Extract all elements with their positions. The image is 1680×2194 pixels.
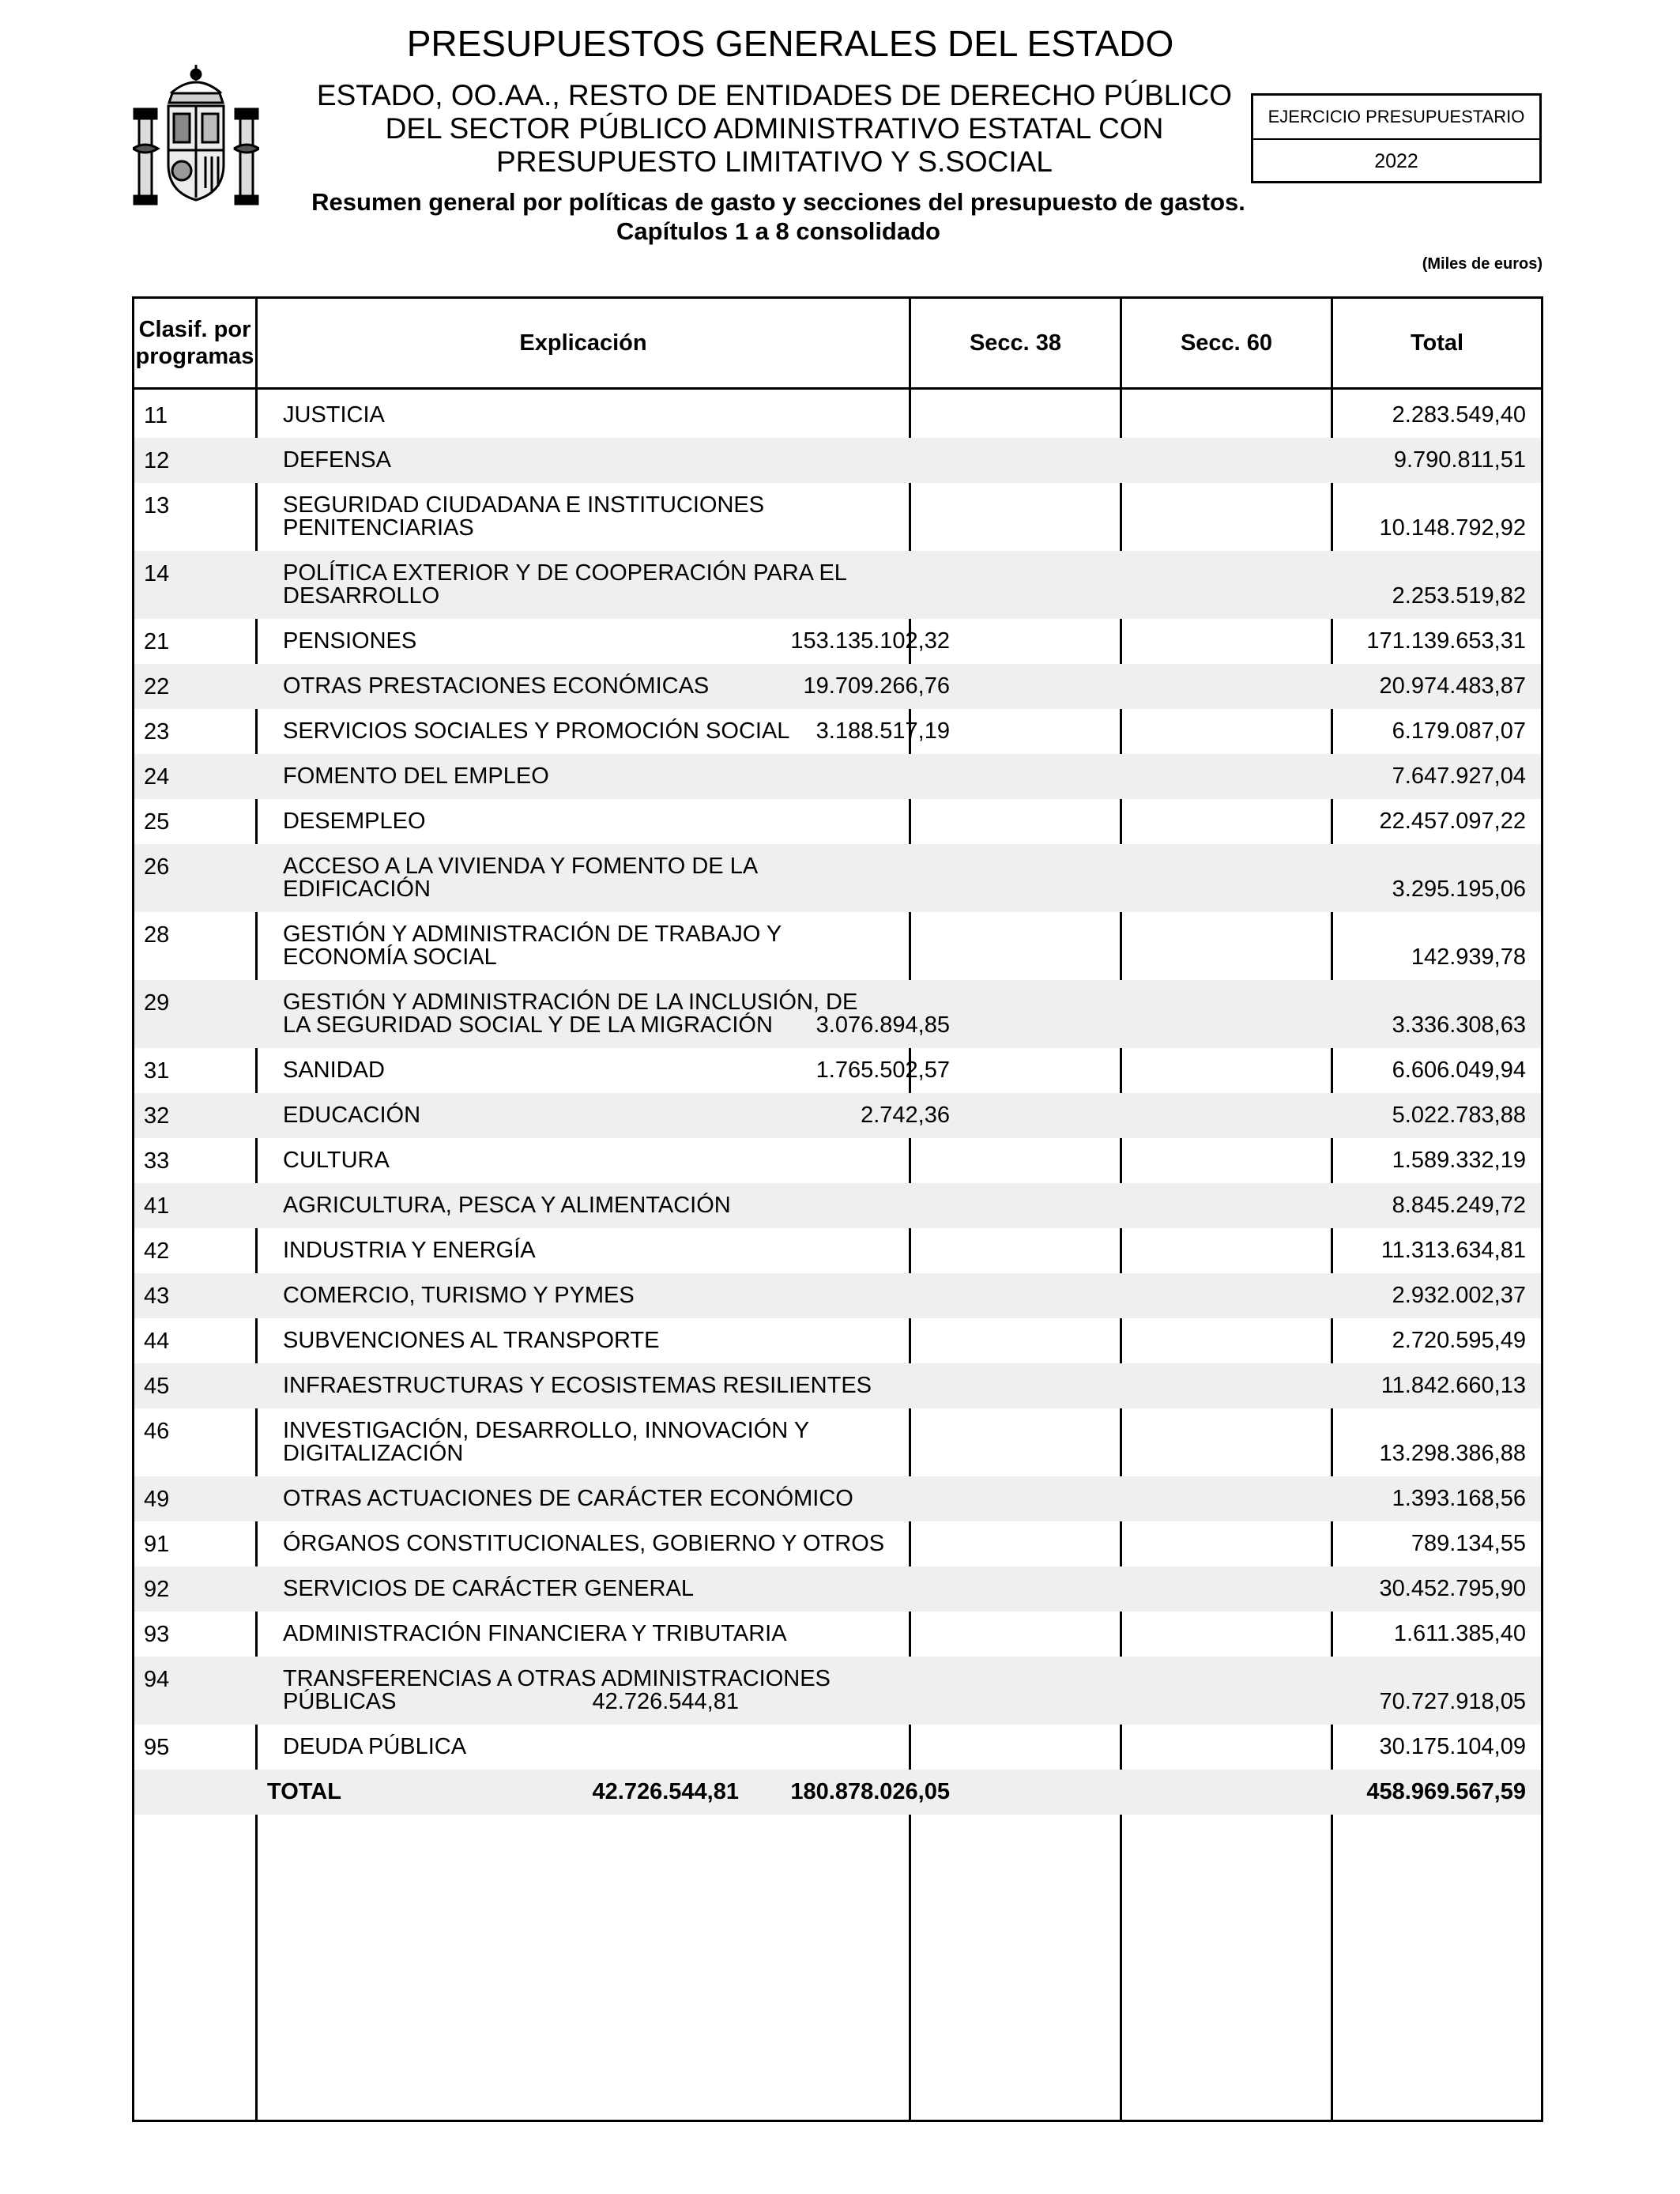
- page-description: [292, 187, 1264, 246]
- row-explicacion-line: DEFENSA: [283, 447, 391, 473]
- table-row: [134, 1138, 1541, 1183]
- row-code: 49: [144, 1487, 170, 1512]
- row-explicacion-line: CULTURA: [283, 1148, 390, 1173]
- table-row: [134, 1612, 1541, 1657]
- row-total: 1.611.385,40: [1393, 1621, 1526, 1646]
- table-row: [134, 1725, 1541, 1770]
- row-total: 5.022.783,88: [1392, 1103, 1526, 1128]
- total-secc60: 180.878.026,05: [790, 1779, 950, 1804]
- row-explicacion-line: PÚBLICAS: [283, 1689, 397, 1714]
- row-code: 46: [144, 1419, 170, 1444]
- row-total: 22.457.097,22: [1379, 809, 1526, 834]
- total-total: 458.969.567,59: [1366, 1779, 1526, 1804]
- row-explicacion-line: SERVICIOS SOCIALES Y PROMOCIÓN SOCIAL: [283, 718, 790, 744]
- row-explicacion-line: EDUCACIÓN: [283, 1103, 421, 1128]
- row-explicacion-line: DESEMPLEO: [283, 809, 426, 834]
- row-explicacion-line: COMERCIO, TURISMO Y PYMES: [283, 1283, 635, 1308]
- row-explicacion: [283, 1532, 1034, 1555]
- row-code: 29: [144, 990, 170, 1016]
- row-total: 7.647.927,04: [1392, 763, 1526, 789]
- row-explicacion: [283, 449, 1034, 472]
- row-secc60: 2.742,36: [861, 1103, 950, 1128]
- row-explicacion: [283, 1239, 1034, 1262]
- row-explicacion: [283, 494, 1034, 540]
- col-header-code: [134, 299, 255, 387]
- row-explicacion-line: FOMENTO DEL EMPLEO: [283, 763, 549, 789]
- row-explicacion-line: OTRAS PRESTACIONES ECONÓMICAS: [283, 673, 710, 699]
- row-explicacion-line: ACCESO A LA VIVIENDA Y FOMENTO DE LA: [283, 854, 759, 879]
- row-explicacion-line: DIGITALIZACIÓN: [283, 1441, 464, 1466]
- row-total: 70.727.918,05: [1379, 1689, 1526, 1714]
- row-explicacion-line: SEGURIDAD CIUDADANA E INSTITUCIONES: [283, 492, 765, 518]
- row-total: 3.336.308,63: [1392, 1012, 1526, 1038]
- row-code: 94: [144, 1667, 170, 1692]
- row-explicacion-line: ÓRGANOS CONSTITUCIONALES, GOBIERNO Y OTROS: [283, 1531, 885, 1556]
- row-code: 91: [144, 1532, 170, 1557]
- table-row: [134, 551, 1541, 619]
- row-explicacion-line: DESARROLLO: [283, 583, 440, 609]
- table-row: [134, 393, 1541, 438]
- row-total: 9.790.811,51: [1393, 447, 1526, 473]
- table-row: [134, 1408, 1541, 1476]
- row-explicacion: [283, 923, 1034, 969]
- row-explicacion: [283, 1329, 1034, 1352]
- table-row: [134, 1476, 1541, 1521]
- row-code: 33: [144, 1148, 170, 1174]
- col-header-secc38: Secc. 38: [969, 330, 1062, 356]
- table-total-row: [134, 1770, 1541, 1815]
- row-code: 32: [144, 1103, 170, 1129]
- col-header-secc60: Secc. 60: [1180, 330, 1273, 356]
- table-row: [134, 799, 1541, 844]
- row-code: 45: [144, 1374, 170, 1399]
- description-line: Resumen general por políticas de gasto y secciones del presupuesto de gastos.: [311, 188, 1245, 216]
- row-code: 95: [144, 1735, 170, 1760]
- header-divider: [132, 387, 1543, 390]
- table-row: [134, 844, 1541, 912]
- row-code: 26: [144, 854, 170, 880]
- row-explicacion-line: LA SEGURIDAD SOCIAL Y DE LA MIGRACIÓN: [283, 1012, 773, 1038]
- row-explicacion-line: POLÍTICA EXTERIOR Y DE COOPERACIÓN PARA EL: [283, 560, 847, 586]
- row-explicacion: [283, 1736, 1034, 1759]
- row-code: 22: [144, 674, 170, 699]
- row-total: 6.606.049,94: [1392, 1057, 1526, 1083]
- row-total: 11.313.634,81: [1381, 1238, 1526, 1263]
- table-row: [134, 912, 1541, 980]
- table-row: [134, 483, 1541, 551]
- table-row: [134, 1657, 1541, 1725]
- row-secc60: 3.076.894,85: [816, 1012, 950, 1038]
- row-explicacion-line: GESTIÓN Y ADMINISTRACIÓN DE LA INCLUSIÓN, DE: [283, 990, 858, 1015]
- table-body: [134, 393, 1541, 1815]
- row-code: 25: [144, 809, 170, 835]
- row-total: 30.175.104,09: [1379, 1734, 1526, 1759]
- table-row: [134, 1318, 1541, 1363]
- row-explicacion-line: EDIFICACIÓN: [283, 876, 431, 902]
- row-code: 43: [144, 1284, 170, 1309]
- row-code: 92: [144, 1577, 170, 1602]
- total-label: TOTAL: [267, 1779, 341, 1804]
- row-total: 2.253.519,82: [1392, 583, 1526, 609]
- row-explicacion-line: INVESTIGACIÓN, DESARROLLO, INNOVACIÓN Y: [283, 1418, 810, 1443]
- table-row: [134, 754, 1541, 799]
- row-total: 6.179.087,07: [1392, 718, 1526, 744]
- ejercicio-label: EJERCICIO PRESUPUESTARIO: [1253, 96, 1539, 140]
- table-row: [134, 709, 1541, 754]
- row-total: 8.845.249,72: [1392, 1193, 1526, 1218]
- row-explicacion-line: DEUDA PÚBLICA: [283, 1734, 467, 1759]
- row-total: 13.298.386,88: [1379, 1441, 1526, 1466]
- row-explicacion-line: OTRAS ACTUACIONES DE CARÁCTER ECONÓMICO: [283, 1486, 853, 1511]
- row-total: 2.283.549,40: [1392, 402, 1526, 428]
- row-explicacion-line: TRANSFERENCIAS A OTRAS ADMINISTRACIONES: [283, 1666, 831, 1691]
- row-total: 1.393.168,56: [1392, 1486, 1526, 1511]
- row-secc38: 42.726.544,81: [592, 1689, 739, 1714]
- row-code: 44: [144, 1329, 170, 1354]
- row-total: 10.148.792,92: [1379, 515, 1526, 541]
- table-row: [134, 664, 1541, 709]
- spain-coat-of-arms-icon: [133, 62, 259, 220]
- row-secc60: 153.135.102,32: [790, 628, 950, 654]
- row-code: 11: [144, 403, 168, 428]
- row-explicacion: [283, 1419, 1034, 1465]
- row-explicacion: [283, 1623, 1034, 1646]
- table-row: [134, 1183, 1541, 1228]
- page-title: PRESUPUESTOS GENERALES DEL ESTADO: [406, 23, 1174, 64]
- row-explicacion-line: INFRAESTRUCTURAS Y ECOSISTEMAS RESILIENTES: [283, 1373, 872, 1398]
- row-code: 28: [144, 922, 170, 948]
- row-total: 20.974.483,87: [1379, 673, 1526, 699]
- row-code: 23: [144, 719, 170, 745]
- subtitle-line: ESTADO, OO.AA., RESTO DE ENTIDADES DE DERECHO PÚBLICO: [316, 79, 1233, 111]
- row-total: 2.932.002,37: [1392, 1283, 1526, 1308]
- row-code: 42: [144, 1238, 170, 1264]
- row-explicacion: [283, 1374, 1034, 1397]
- row-code: 24: [144, 764, 170, 790]
- row-explicacion: [283, 1487, 1034, 1510]
- table-row: [134, 438, 1541, 483]
- row-code: 21: [144, 629, 170, 654]
- row-explicacion: [283, 1284, 1034, 1307]
- table-row: [134, 1566, 1541, 1612]
- col-header-code-line: Clasif. por: [138, 317, 251, 342]
- row-explicacion-line: PENITENCIARIAS: [283, 515, 474, 541]
- row-explicacion-line: SERVICIOS DE CARÁCTER GENERAL: [283, 1576, 694, 1601]
- ejercicio-value: 2022: [1374, 150, 1418, 172]
- subtitle-line: PRESUPUESTO LIMITATIVO Y S.SOCIAL: [496, 145, 1053, 178]
- row-code: 13: [144, 493, 170, 518]
- row-code: 14: [144, 561, 170, 586]
- row-explicacion-line: SANIDAD: [283, 1057, 385, 1083]
- row-explicacion-line: JUSTICIA: [283, 402, 385, 428]
- row-total: 3.295.195,06: [1392, 876, 1526, 902]
- row-total: 30.452.795,90: [1379, 1576, 1526, 1601]
- row-explicacion: [283, 810, 1034, 833]
- table-row: [134, 1228, 1541, 1273]
- row-explicacion: [283, 562, 1034, 608]
- row-explicacion: [283, 1578, 1034, 1600]
- row-explicacion-line: AGRICULTURA, PESCA Y ALIMENTACIÓN: [283, 1193, 731, 1218]
- row-explicacion: [283, 765, 1034, 788]
- row-code: 93: [144, 1622, 170, 1647]
- row-explicacion-line: SUBVENCIONES AL TRANSPORTE: [283, 1328, 660, 1353]
- row-total: 789.134,55: [1411, 1531, 1526, 1556]
- row-explicacion-line: PENSIONES: [283, 628, 417, 654]
- row-explicacion: [283, 1149, 1034, 1172]
- table-row: [134, 980, 1541, 1048]
- row-total: 2.720.595,49: [1392, 1328, 1526, 1353]
- row-secc60: 3.188.517,19: [816, 718, 950, 744]
- row-total: 142.939,78: [1411, 944, 1526, 970]
- row-explicacion-line: INDUSTRIA Y ENERGÍA: [283, 1238, 536, 1263]
- row-secc60: 1.765.502,57: [816, 1057, 950, 1083]
- table-row: [134, 1093, 1541, 1138]
- table-row: [134, 1363, 1541, 1408]
- row-code: 31: [144, 1058, 170, 1084]
- total-secc38: 42.726.544,81: [592, 1779, 739, 1804]
- row-total: 171.139.653,31: [1366, 628, 1526, 654]
- row-explicacion-line: GESTIÓN Y ADMINISTRACIÓN DE TRABAJO Y: [283, 922, 782, 947]
- row-explicacion: [283, 1194, 1034, 1217]
- col-header-explicacion: Explicación: [519, 330, 647, 356]
- col-header-code-line: programas: [135, 344, 254, 369]
- description-line: Capítulos 1 a 8 consolidado: [616, 217, 940, 245]
- page-subtitle: [300, 79, 1249, 179]
- subtitle-line: DEL SECTOR PÚBLICO ADMINISTRATIVO ESTATAL CON: [385, 112, 1164, 145]
- ejercicio-box: [1251, 93, 1542, 183]
- row-explicacion: [283, 855, 1034, 901]
- table-row: [134, 1273, 1541, 1318]
- row-explicacion: [283, 404, 1034, 427]
- row-total: 11.842.660,13: [1381, 1373, 1526, 1398]
- table-row: [134, 1048, 1541, 1093]
- row-code: 41: [144, 1193, 170, 1219]
- col-header-total: Total: [1410, 330, 1464, 356]
- row-code: 12: [144, 448, 170, 473]
- table-row: [134, 619, 1541, 664]
- units-note: (Miles de euros): [1422, 255, 1543, 273]
- row-explicacion-line: ADMINISTRACIÓN FINANCIERA Y TRIBUTARIA: [283, 1621, 787, 1646]
- row-explicacion-line: ECONOMÍA SOCIAL: [283, 944, 497, 970]
- row-total: 1.589.332,19: [1392, 1148, 1526, 1173]
- table-row: [134, 1521, 1541, 1566]
- row-secc60: 19.709.266,76: [803, 673, 950, 699]
